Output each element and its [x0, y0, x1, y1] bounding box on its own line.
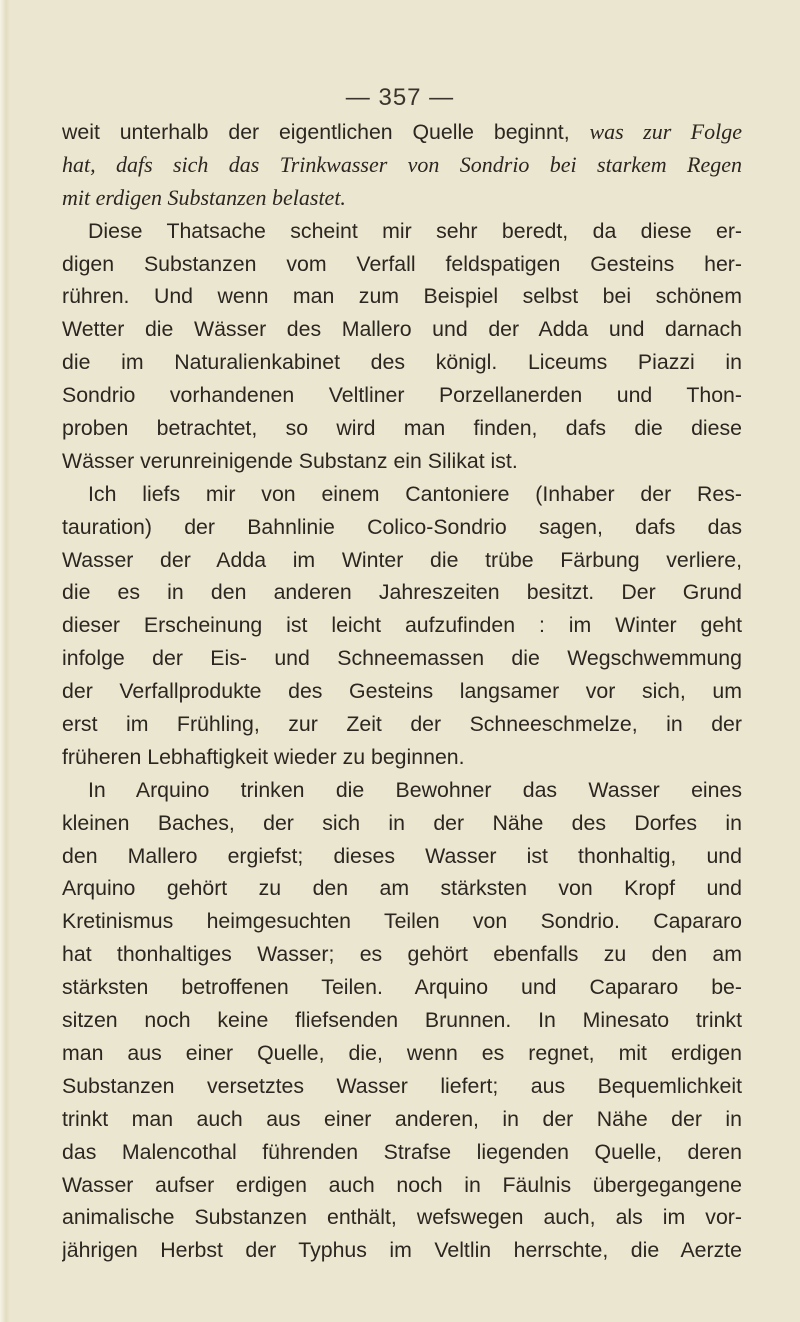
- text-line: [62, 741, 742, 774]
- text-line: [62, 609, 742, 642]
- text-line: [62, 675, 742, 708]
- text-line: [62, 313, 742, 346]
- text-line: [62, 774, 742, 807]
- text-segment: rühren. Und wenn man zum Beispiel selbst bei schönem: [62, 284, 742, 309]
- text-segment: die im Naturalienkabinet des königl. Liceums Piazzi in: [62, 350, 742, 375]
- text-line: [62, 642, 742, 675]
- italic-text: was zur Folge: [589, 119, 742, 144]
- text-segment: man aus einer Quelle, die, wenn es regnet, mit erdigen: [62, 1040, 742, 1065]
- text-line: [62, 1169, 742, 1202]
- text-segment: infolge der Eis- und Schneemassen die Wegschwemmung: [62, 646, 742, 671]
- text-segment: die es in den anderen Jahreszeiten besitzt. Der Grund: [62, 580, 742, 605]
- italic-text: hat, dafs sich das Trinkwasser von Sondrio bei starkem Regen: [62, 151, 742, 177]
- text-segment: den Mallero ergiefst; dieses Wasser ist thonhaltig, und: [62, 843, 742, 868]
- body-text: [62, 116, 742, 1267]
- text-line: [62, 708, 742, 741]
- text-line: [62, 1234, 742, 1267]
- text-line: [62, 346, 742, 379]
- text-line: [62, 1136, 742, 1169]
- text-segment: tauration) der Bahnlinie Colico-Sondrio sagen, dafs das: [62, 514, 742, 539]
- text-line: [62, 182, 742, 215]
- text-segment: Kretinismus heimgesuchten Teilen von Sondrio. Capararo: [62, 909, 742, 934]
- text-segment: jährigen Herbst der Typhus im Veltlin herrschte, die Aerzte: [62, 1238, 742, 1263]
- text-segment: Sondrio vorhandenen Veltliner Porzellanerden und Thon-: [62, 383, 742, 408]
- text-segment: hat thonhaltiges Wasser; es gehört ebenfalls zu den am: [62, 942, 742, 967]
- text-line: [62, 445, 742, 478]
- text-segment: Diese Thatsache scheint mir sehr beredt, da diese er-: [88, 218, 742, 243]
- text-segment: sitzen noch keine fliefsenden Brunnen. In Minesato trinkt: [62, 1008, 742, 1033]
- text-line: [62, 1070, 742, 1103]
- text-segment: stärksten betroffenen Teilen. Arquino und Capararo be-: [62, 975, 742, 1000]
- text-line: [62, 248, 742, 281]
- text-segment: Wasser aufser erdigen auch noch in Fäulnis übergegangene: [62, 1172, 742, 1197]
- text-line: [62, 1201, 742, 1234]
- text-line: [62, 938, 742, 971]
- text-line: [62, 412, 742, 445]
- text-segment: proben betrachtet, so wird man finden, dafs die diese: [62, 416, 742, 441]
- page-edge: [0, 0, 10, 1322]
- text-line: [62, 576, 742, 609]
- text-segment: erst im Frühling, zur Zeit der Schneeschmelze, in der: [62, 712, 742, 737]
- text-line: [62, 905, 742, 938]
- text-segment: früheren Lebhaftigkeit wieder zu beginnen.: [62, 744, 465, 769]
- text-line: [62, 840, 742, 873]
- text-line: [62, 149, 742, 182]
- text-line: [62, 280, 742, 313]
- text-segment: das Malencothal führenden Strafse liegenden Quelle, deren: [62, 1139, 742, 1164]
- text-segment: trinkt man auch aus einer anderen, in der Nähe der in: [62, 1106, 742, 1131]
- text-line: [62, 1004, 742, 1037]
- text-line: [62, 215, 742, 248]
- text-line: [62, 544, 742, 577]
- text-line: [62, 807, 742, 840]
- text-line: [62, 1103, 742, 1136]
- text-segment: digen Substanzen vom Verfall feldspatigen Gesteins her-: [62, 251, 742, 276]
- text-segment: Wasser der Adda im Winter die trübe Färbung verliere,: [62, 547, 742, 572]
- text-segment: Ich liefs mir von einem Cantoniere (Inhaber der Res-: [88, 481, 742, 506]
- text-segment: dieser Erscheinung ist leicht aufzufinden : im Winter geht: [62, 613, 742, 638]
- text-segment: Arquino gehört zu den am stärksten von Kropf und: [62, 876, 742, 901]
- text-segment: der Verfallprodukte des Gesteins langsamer vor sich, um: [62, 679, 742, 704]
- text-segment: weit unterhalb der eigentlichen Quelle beginnt,: [62, 120, 590, 144]
- text-line: [62, 478, 742, 511]
- text-segment: kleinen Baches, der sich in der Nähe des Dorfes in: [62, 810, 742, 835]
- text-segment: In Arquino trinken die Bewohner das Wasser eines: [88, 777, 742, 802]
- page-number: — 357 —: [345, 84, 455, 111]
- text-segment: Wässer verunreinigende Substanz ein Silikat ist.: [62, 448, 518, 473]
- text-line: [62, 116, 742, 149]
- text-line: [62, 971, 742, 1004]
- text-line: [62, 1037, 742, 1070]
- italic-text: mit erdigen Substanzen belastet.: [62, 184, 346, 210]
- text-line: [62, 872, 742, 905]
- text-line: [62, 379, 742, 412]
- text-segment: animalische Substanzen enthält, wefswegen auch, als im vor-: [62, 1205, 742, 1230]
- text-segment: Wetter die Wässer des Mallero und der Adda und darnach: [62, 317, 742, 342]
- text-line: [62, 511, 742, 544]
- text-segment: Substanzen versetztes Wasser liefert; aus Bequemlichkeit: [62, 1073, 742, 1098]
